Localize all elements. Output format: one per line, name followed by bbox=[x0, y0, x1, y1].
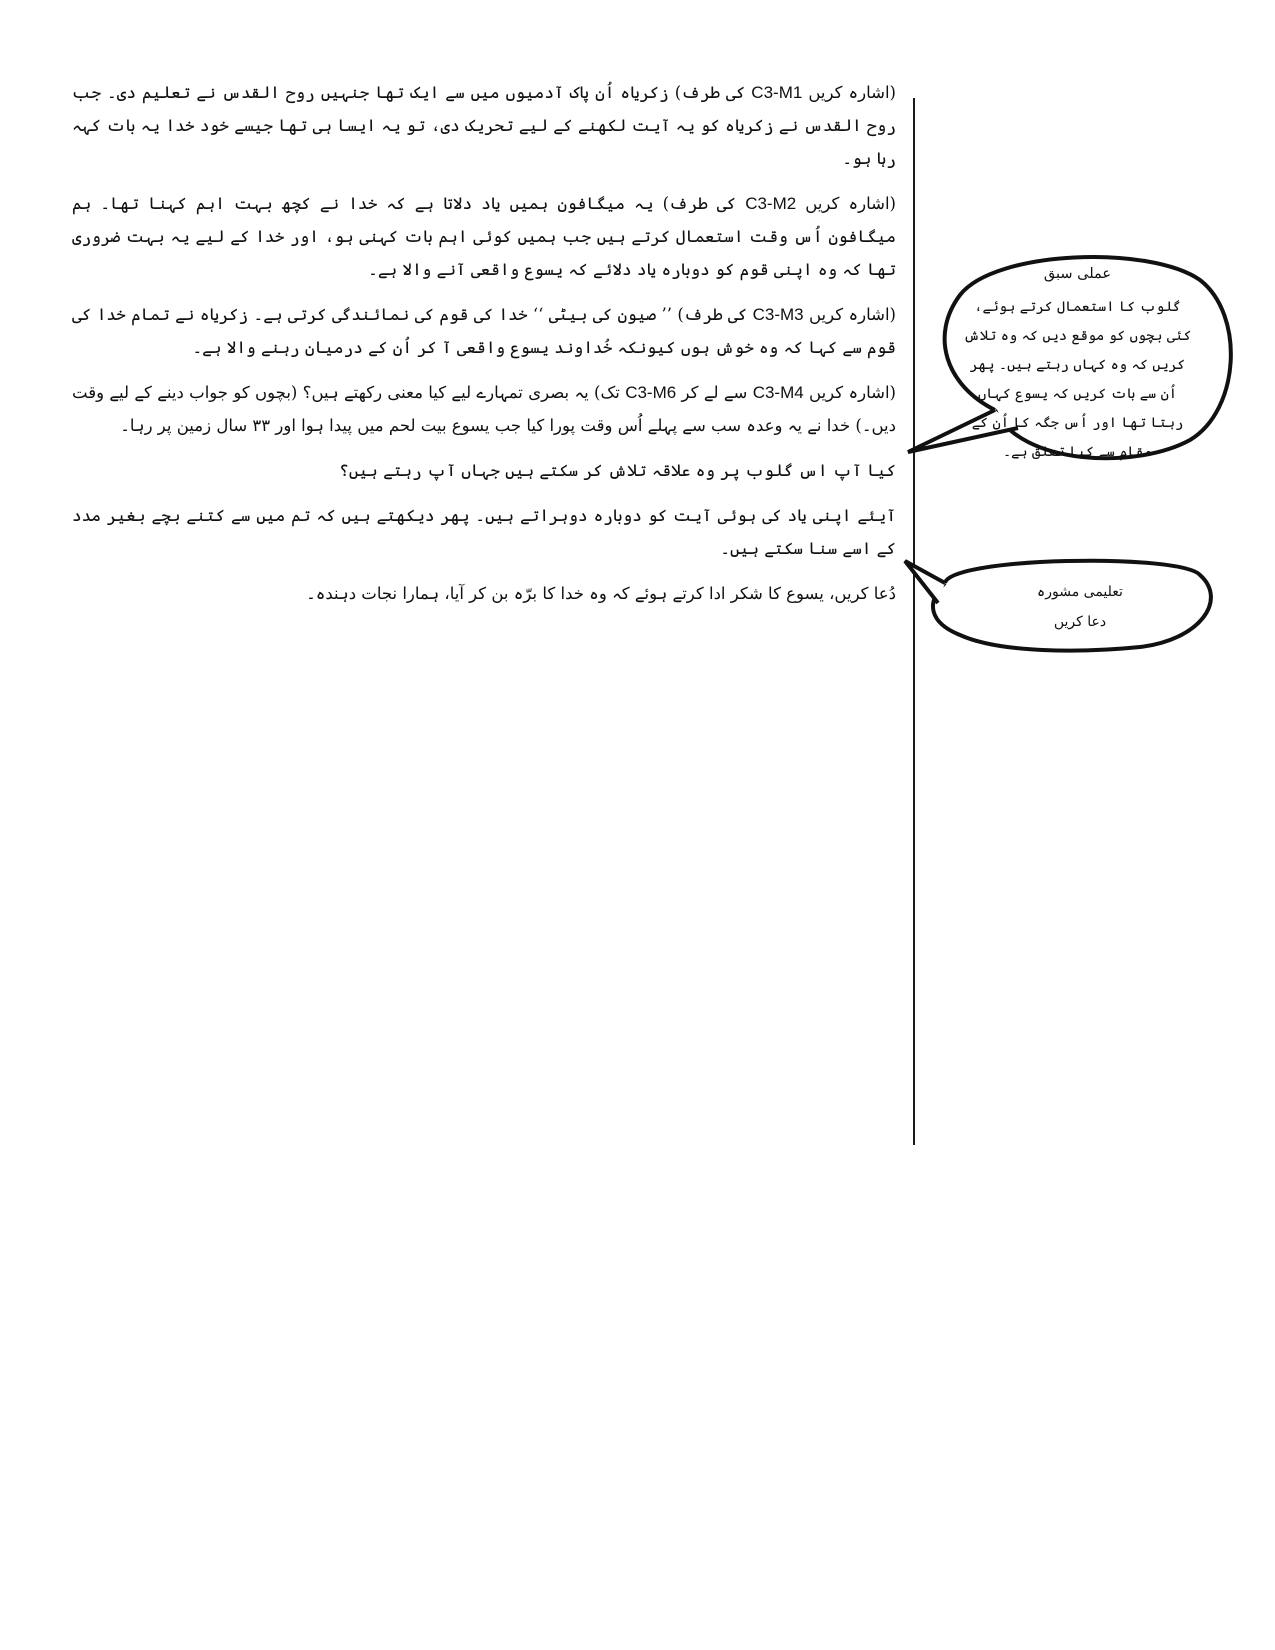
paragraph-prefix: (اشارہ کریں bbox=[803, 383, 896, 402]
paragraph-text: کی طرف) یہ میگافون ہمیں یاد دلاتا ہے کہ خدا نے کچھ بہت اہم کہنا تھا۔ ہم میگافون اُس وقت استعمال کرتے ہیں جب ہمیں کوئی اہم بات کہنی ہو، اور خدا کے لیے یہ بہت ضروری تھا کہ وہ اپنی قوم کو دوبارہ یاد دلائے کہ یسوع واقعی آنے والا ہے۔ bbox=[72, 194, 896, 279]
paragraph-prefix: (اشارہ کریں bbox=[802, 83, 896, 102]
activity-callout-text bbox=[960, 260, 1195, 467]
visual-code: C3-M2 bbox=[745, 194, 797, 213]
paragraph-text: کی طرف) زکریاہ اُن پاک آدمیوں میں سے ایک تھا جنہیں روح القدس نے تعلیم دی۔ جب روح القدس نے زکریاہ کو یہ آیت لکھنے کے لیے تحریک دی، تو یہ ایسا ہی تھا جیسے خود خدا یہ بات کہہ رہا ہو۔ bbox=[72, 83, 896, 168]
paragraph-text: تک) یہ بصری تمہارے لیے کیا معنی رکھتے ہیں؟ (بچوں کو جواب دینے کے لیے وقت دیں۔) خدا نے یہ وعدہ سب سے پہلے اُس وقت پورا کیا جب یسوع بیت لحم میں پیدا ہوا اور ۳۳ سال زمین پر رہا۔ bbox=[72, 383, 896, 435]
visual-code: C3-M3 bbox=[752, 305, 804, 324]
paragraph-prayer bbox=[72, 577, 896, 610]
paragraph-connector: سے لے کر bbox=[676, 383, 753, 402]
activity-callout-title: عملی سبق bbox=[1043, 266, 1112, 282]
activity-callout-bubble bbox=[900, 240, 1245, 480]
paragraph-prefix: (اشارہ کریں bbox=[803, 305, 896, 324]
lesson-text-column bbox=[72, 76, 896, 622]
paragraph-memory-verse bbox=[72, 499, 896, 565]
visual-code-end: C3-M6 bbox=[625, 383, 677, 402]
paragraph-c3-m4-m6 bbox=[72, 376, 896, 442]
teaching-tip-title: تعلیمی مشورہ bbox=[1037, 584, 1123, 600]
paragraph-globe-question bbox=[72, 454, 896, 487]
paragraph-text: کیا آپ اس گلوب پر وہ علاقہ تلاش کر سکتے ہیں جہاں آپ رہتے ہیں؟ bbox=[339, 461, 896, 480]
paragraph-c3-m2 bbox=[72, 187, 896, 286]
paragraph-c3-m1 bbox=[72, 76, 896, 175]
paragraph-text: کی طرف) ’’ صیون کی بیٹی ‘‘ خدا کی قوم کی نمائندگی کرتی ہے۔ زکریاہ نے تمام خدا کی قوم سے کہا کہ وہ خوش ہوں کیونکہ خُداوند یسوع واقعی آ کر اُن کے درمیان رہنے والا ہے۔ bbox=[72, 305, 896, 357]
paragraph-c3-m3 bbox=[72, 298, 896, 364]
teaching-tip-callout-bubble bbox=[900, 545, 1245, 655]
paragraph-text: آیئے اپنی یاد کی ہوئی آیت کو دوبارہ دوہراتے ہیں۔ پھر دیکھتے ہیں کہ تم میں سے کتنے بچے بغیر مدد کے اسے سنا سکتے ہیں۔ bbox=[72, 506, 896, 558]
teaching-tip-body: دعا کریں bbox=[1053, 614, 1107, 630]
teaching-tip-text bbox=[975, 577, 1185, 637]
activity-callout-body: گلوب کا استعمال کرتے ہوئے، کئی بچوں کو موقع دیں کہ وہ تلاش کریں کہ وہ کہاں رہتے ہیں۔ پھر اُن سے بات کریں کہ یسوع کہاں رہتا تھا اور اُس جگہ کا اُن کے مقام سے کیا تعلق ہے۔ bbox=[963, 299, 1192, 460]
visual-code: C3-M4 bbox=[752, 383, 804, 402]
visual-code: C3-M1 bbox=[751, 83, 803, 102]
paragraph-prefix: (اشارہ کریں bbox=[796, 194, 896, 213]
paragraph-text: دُعا کریں، یسوع کا شکر ادا کرتے ہوئے کہ وہ خدا کا برّہ بن کر آیا، ہمارا نجات دہندہ۔ bbox=[306, 584, 896, 603]
